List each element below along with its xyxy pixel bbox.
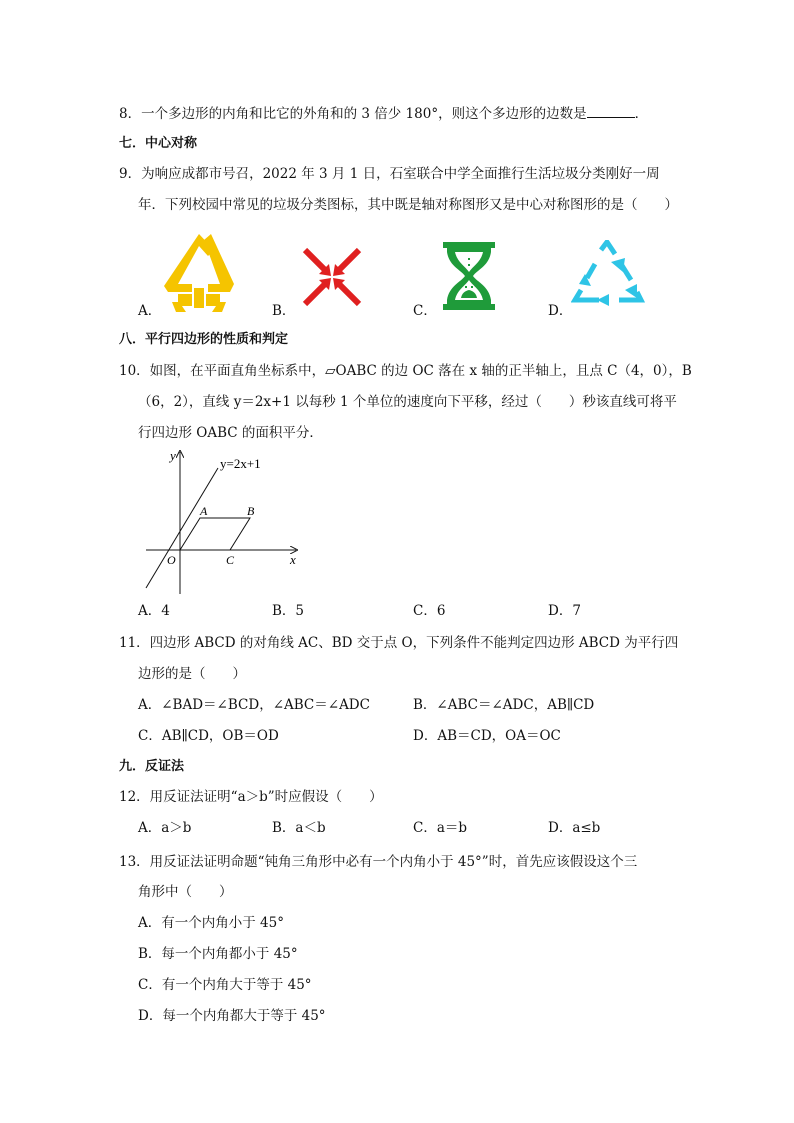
yellow-recycle-triangle-icon xyxy=(164,232,234,314)
q12-option-a[interactable]: A．a＞b xyxy=(138,820,192,836)
y-axis-label: y xyxy=(170,448,176,463)
q13-option-b[interactable]: B．每一个内角都小于 45° xyxy=(138,946,298,962)
point-o-label: O xyxy=(167,553,176,567)
parallelogram-oabc xyxy=(180,518,250,550)
q11-line-1: 11．四边形 ABCD 的对角线 AC、BD 交于点 O，下列条件不能判定四边形 ABCD 为平行四 xyxy=(119,635,679,651)
section-heading-8: 八．平行四边形的性质和判定 xyxy=(119,332,289,347)
q9-option-b-label: B． xyxy=(272,303,296,319)
q10-coordinate-figure xyxy=(140,448,310,596)
q9-line-1: 9．为响应成都市号召，2022 年 3 月 1 日，石室联合中学全面推行生活垃圾分类刚好一周 xyxy=(119,166,660,182)
q9-option-d-label: D． xyxy=(548,303,573,319)
cyan-recycle-arrows-icon xyxy=(571,240,645,310)
q10-option-a[interactable]: A．4 xyxy=(138,603,170,619)
q10-line-3: 行四边形 OABC 的面积平分． xyxy=(138,425,323,441)
point-c-label: C xyxy=(226,553,235,567)
section-heading-9: 九．反证法 xyxy=(119,759,185,774)
point-a-label: A xyxy=(200,504,208,518)
q10-option-b[interactable]: B．5 xyxy=(272,603,305,619)
green-hourglass-icon xyxy=(443,242,495,310)
q13-line-2: 角形中（ ） xyxy=(138,884,233,900)
q8-answer-blank[interactable] xyxy=(587,103,635,118)
line-label: y=2x+1 xyxy=(220,456,261,471)
q9-line-2: 年．下列校园中常见的垃圾分类图标，其中既是轴对称图形又是中心对称图形的是（ ） xyxy=(138,197,678,213)
line-y-2x-plus-1 xyxy=(146,468,218,588)
q10-line-2: （6，2），直线 y＝2x+1 以每秒 1 个单位的速度向下平移，经过（ ）秒该直线可将平 xyxy=(138,394,677,410)
q10-option-c[interactable]: C．6 xyxy=(413,603,446,619)
q12-line-1: 12．用反证法证明“a＞b”时应假设（ ） xyxy=(119,789,383,805)
q9-option-c-label: C． xyxy=(413,303,437,319)
section-heading-7: 七．中心对称 xyxy=(119,136,198,151)
q8-end: ． xyxy=(634,106,649,122)
q12-option-c[interactable]: C．a＝b xyxy=(413,820,468,836)
q13-option-a[interactable]: A．有一个内角小于 45° xyxy=(138,915,284,931)
q12-option-d[interactable]: D．a≤b xyxy=(548,820,601,836)
q13-option-c[interactable]: C．有一个内角大于等于 45° xyxy=(138,977,312,993)
q13-line-1: 13．用反证法证明命题“钝角三角形中必有一个内角小于 45°”时，首先应该假设这个三 xyxy=(119,854,638,870)
q12-option-b[interactable]: B．a＜b xyxy=(272,820,326,836)
q13-option-d[interactable]: D．每一个内角都大于等于 45° xyxy=(138,1008,326,1024)
question-8 xyxy=(119,103,648,124)
q11-option-c[interactable]: C．AB∥CD，OB＝OD xyxy=(138,728,279,744)
q11-line-2: 边形的是（ ） xyxy=(138,666,246,682)
q8-text: 8．一个多边形的内角和比它的外角和的 3 倍少 180°，则这个多边形的边数是 xyxy=(119,106,587,122)
q11-option-a[interactable]: A．∠BAD＝∠BCD，∠ABC＝∠ADC xyxy=(138,697,370,713)
point-b-label: B xyxy=(247,504,255,518)
q10-option-d[interactable]: D．7 xyxy=(548,603,581,619)
q11-option-b[interactable]: B．∠ABC＝∠ADC，AB∥CD xyxy=(413,697,595,713)
q11-option-d[interactable]: D．AB＝CD，OA＝OC xyxy=(413,728,561,744)
q10-line-1: 10．如图，在平面直角坐标系中，▱OABC 的边 OC 落在 x 轴的正半轴上，且点 C（4，0），B xyxy=(119,363,692,379)
x-axis-label: x xyxy=(290,552,296,567)
red-four-arrows-cross-icon xyxy=(301,246,363,308)
q9-option-a-label: A． xyxy=(138,303,162,319)
